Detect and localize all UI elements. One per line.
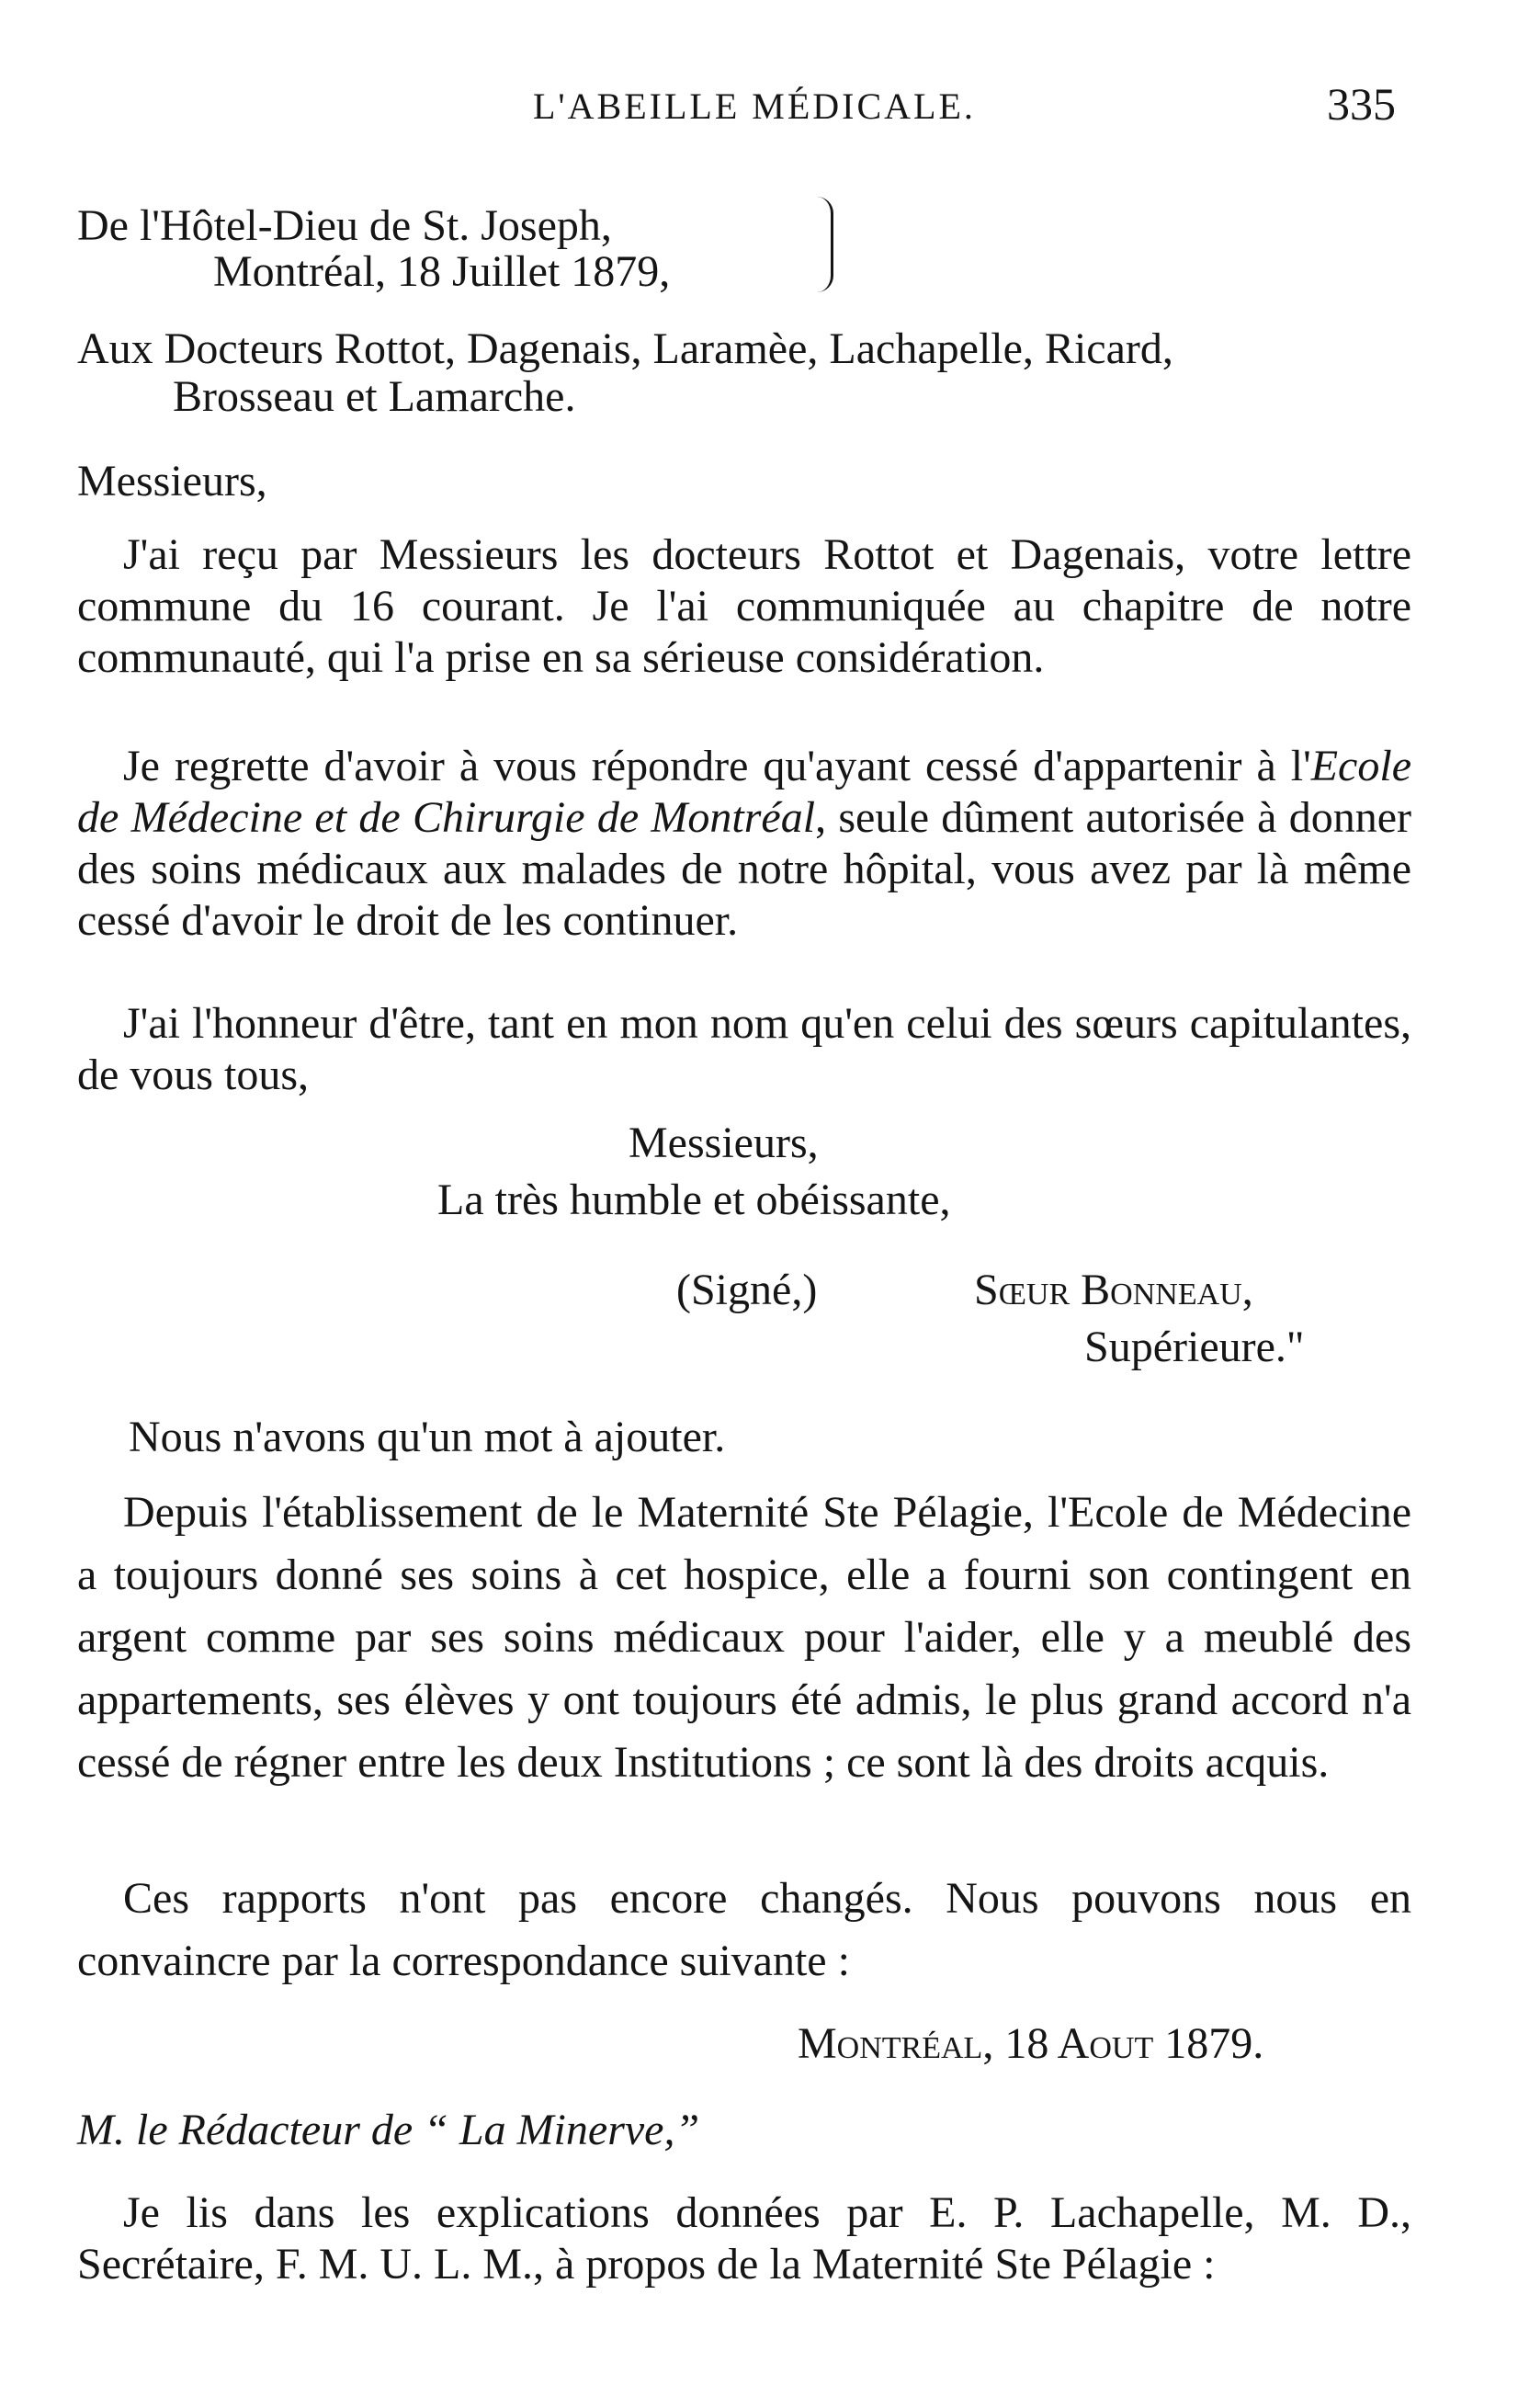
salutation: Messieurs, <box>77 457 267 505</box>
dateline: Montréal, 18 Aout 1879. <box>798 2019 1264 2068</box>
letter-paragraph-3: J'ai l'honneur d'être, tant en mon nom qu'en celui des sœurs capitulantes, de vous tous, <box>77 999 1411 1099</box>
closing-phrase: La très humble et obéissante, <box>437 1176 951 1224</box>
letter2-paragraph-1: Je lis dans les explications données par E. P. Lachapelle, M. D., Secrétaire, F. M. U. L. M., à propos de la Maternité Ste Pélagie : <box>77 2188 1411 2289</box>
letter-paragraph-2-end: , seule dûment autorisée à donner des soins médicaux aux malades de notre hôpital, vous avez par là même cessé d'avoir le droit de les continuer. <box>77 793 1411 945</box>
running-title: L'ABEILLE MÉDICALE. <box>533 85 976 127</box>
addressee-line-1: Aux Docteurs Rottot, Dagenais, Laramèe, Lachapelle, Ricard, <box>77 324 1173 373</box>
signatory-name: Sœur Bonneau, <box>974 1266 1253 1314</box>
letter-paragraph-2 <box>77 741 1411 947</box>
signed-mark: (Signé,) <box>676 1266 818 1314</box>
letter-paragraph-2-text: Je regrette d'avoir à vous répondre qu'ayant cessé d'appartenir à l' <box>123 742 1311 790</box>
sender-line-1: De l'Hôtel-Dieu de St. Joseph, <box>77 201 612 250</box>
page-number: 335 <box>1327 78 1396 130</box>
body-paragraph-1: Nous n'avons qu'un mot à ajouter. <box>129 1413 726 1461</box>
addressee-line-2: Brosseau et Lamarche. <box>173 372 576 421</box>
body-paragraph-2: Depuis l'établissement de le Maternité Ste Pélagie, l'Ecole de Médecine a toujours donné ses soins à cet hospice, elle a fourni son contingent en argent comme par ses soins médicaux pour l'aider, elle y a meublé des appartements, ses élèves y ont toujours été admis, le plus grand accord n'a cessé de régner entre les deux Institutions ; ce sont là des droits acquis. <box>77 1488 1411 1787</box>
signatory-title: Supérieure." <box>1084 1323 1305 1371</box>
school-name: Ecole de Médecine et de Chirurgie de Montréal <box>77 742 1411 842</box>
closing-salutation: Messieurs, <box>629 1119 819 1167</box>
editor-addressee: M. le Rédacteur de “ La Minerve,” <box>77 2106 700 2154</box>
curly-brace <box>809 197 833 292</box>
sender-line-2: Montréal, 18 Juillet 1879, <box>213 247 671 296</box>
letter-paragraph-1: J'ai reçu par Messieurs les docteurs Rottot et Dagenais, votre lettre commune du 16 courant. Je l'ai communiquée au chapitre de notre communauté, qui l'a prise en sa sérieuse considération. <box>77 530 1411 682</box>
body-paragraph-3: Ces rapports n'ont pas encore changés. Nous pouvons nous en convaincre par la correspondance suivante : <box>77 1874 1411 1985</box>
